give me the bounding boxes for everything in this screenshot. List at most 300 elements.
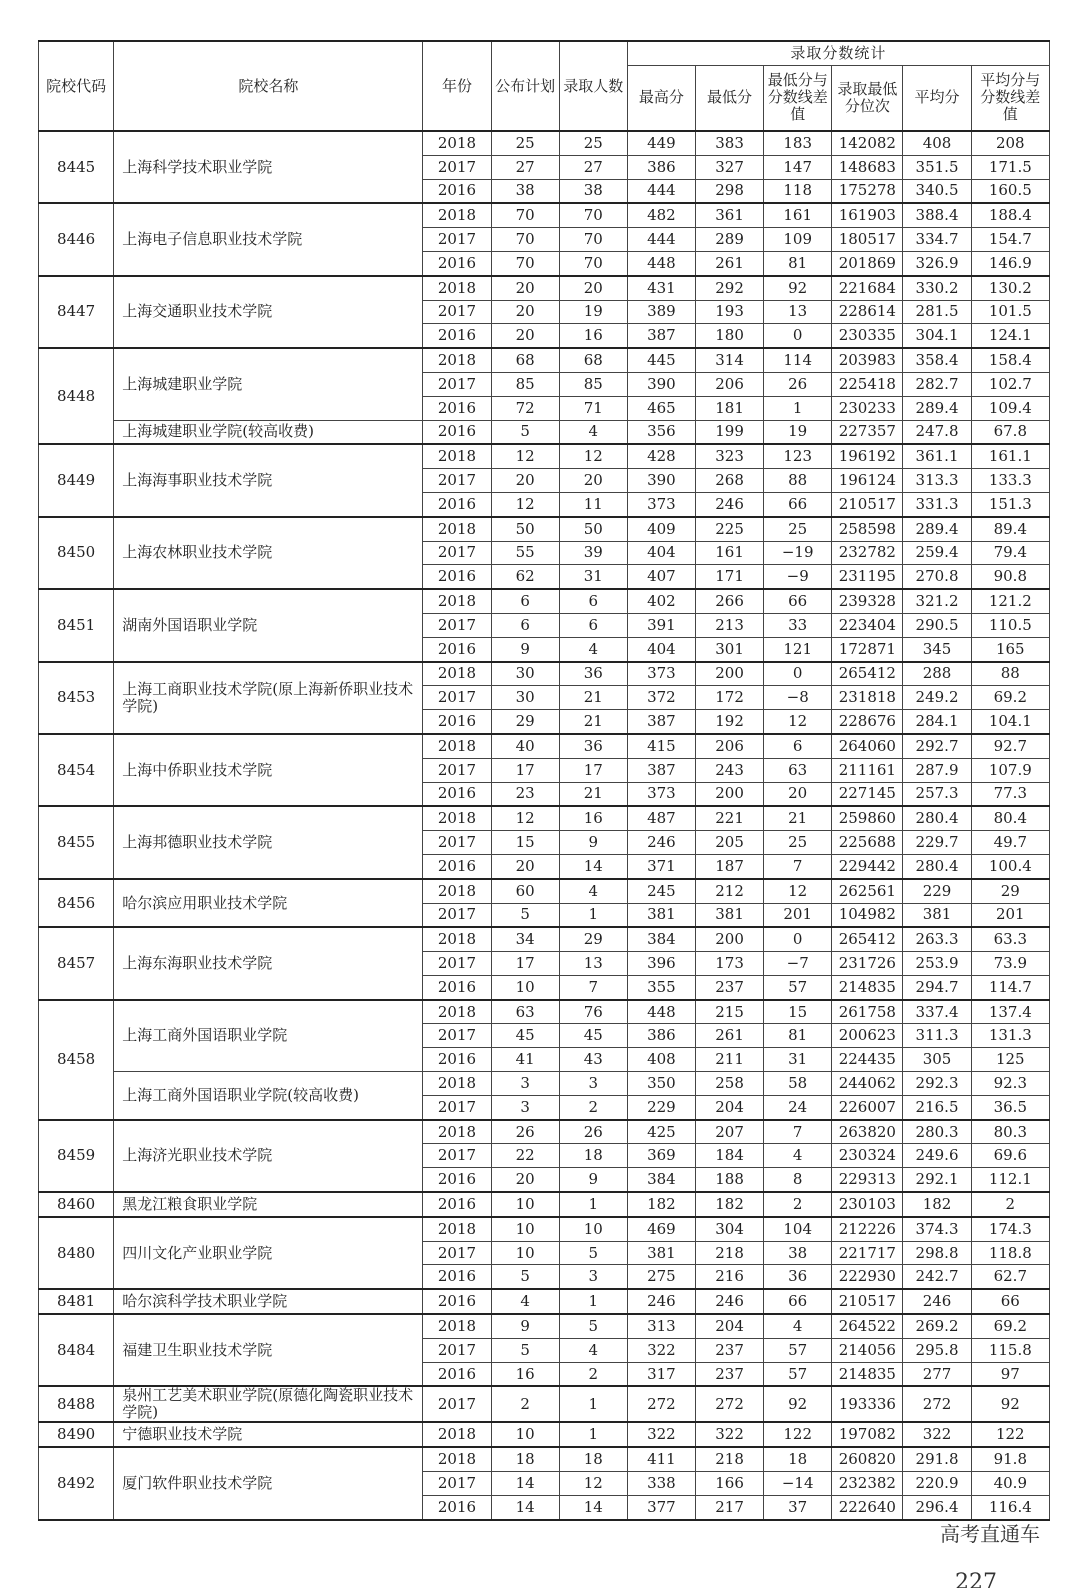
rank-cell: 180517 (832, 228, 903, 252)
avg-diff-cell: 49.7 (971, 831, 1049, 855)
diff-cell: −19 (764, 541, 832, 565)
year-cell: 2016 (423, 179, 491, 203)
year-cell: 2017 (423, 758, 491, 782)
avg-diff-cell: 188.4 (971, 203, 1049, 227)
table-row (39, 1314, 1050, 1338)
school-code: 8446 (39, 203, 114, 275)
diff-cell: 123 (764, 444, 832, 468)
max-score-cell: 482 (627, 203, 695, 227)
header-diff: 最低分与分数线差值 (764, 65, 832, 131)
year-cell: 2018 (423, 276, 491, 300)
year-cell: 2016 (423, 492, 491, 516)
min-score-cell: 173 (695, 952, 763, 976)
plan-cell: 20 (491, 324, 559, 348)
plan-cell: 25 (491, 131, 559, 155)
rank-cell: 231818 (832, 686, 903, 710)
year-cell: 2017 (423, 469, 491, 493)
plan-cell: 6 (491, 613, 559, 637)
plan-cell: 20 (491, 300, 559, 324)
min-score-cell: 218 (695, 1447, 763, 1471)
avg-diff-cell: 62.7 (971, 1265, 1049, 1289)
rank-cell: 230233 (832, 396, 903, 420)
year-cell: 2016 (423, 854, 491, 878)
avg-diff-cell: 124.1 (971, 324, 1049, 348)
min-score-cell: 166 (695, 1472, 763, 1496)
max-score-cell: 355 (627, 975, 695, 999)
admitted-cell: 71 (559, 396, 627, 420)
diff-cell: 57 (764, 975, 832, 999)
min-score-cell: 266 (695, 589, 763, 613)
diff-cell: 31 (764, 1048, 832, 1072)
plan-cell: 34 (491, 927, 559, 951)
admitted-cell: 6 (559, 613, 627, 637)
diff-cell: 201 (764, 903, 832, 927)
diff-cell: 26 (764, 372, 832, 396)
min-score-cell: 383 (695, 131, 763, 155)
admitted-cell: 85 (559, 372, 627, 396)
avg-cell: 345 (903, 637, 971, 661)
plan-cell: 12 (491, 444, 559, 468)
school-code: 8459 (39, 1120, 114, 1192)
admitted-cell: 50 (559, 517, 627, 541)
admitted-cell: 29 (559, 927, 627, 951)
table-row (39, 276, 1050, 300)
avg-diff-cell: 146.9 (971, 251, 1049, 275)
avg-diff-cell: 69.2 (971, 686, 1049, 710)
min-score-cell: 314 (695, 348, 763, 372)
year-cell: 2017 (423, 228, 491, 252)
max-score-cell: 369 (627, 1144, 695, 1168)
avg-cell: 280.4 (903, 806, 971, 830)
admitted-cell: 1 (559, 1192, 627, 1217)
year-cell: 2017 (423, 155, 491, 179)
max-score-cell: 386 (627, 155, 695, 179)
min-score-cell: 225 (695, 517, 763, 541)
table-row (39, 806, 1050, 830)
min-score-cell: 207 (695, 1120, 763, 1144)
avg-cell: 337.4 (903, 1000, 971, 1024)
max-score-cell: 425 (627, 1120, 695, 1144)
school-code: 8454 (39, 734, 114, 806)
min-score-cell: 217 (695, 1495, 763, 1519)
rank-cell: 230324 (832, 1144, 903, 1168)
avg-cell: 304.1 (903, 324, 971, 348)
min-score-cell: 161 (695, 541, 763, 565)
plan-cell: 10 (491, 975, 559, 999)
avg-cell: 280.3 (903, 1120, 971, 1144)
min-score-cell: 261 (695, 251, 763, 275)
avg-diff-cell: 133.3 (971, 469, 1049, 493)
school-code: 8484 (39, 1314, 114, 1386)
avg-diff-cell: 112.1 (971, 1168, 1049, 1192)
year-cell: 2018 (423, 1000, 491, 1024)
plan-cell: 72 (491, 396, 559, 420)
school-code: 8448 (39, 348, 114, 444)
plan-cell: 20 (491, 276, 559, 300)
rank-cell: 260820 (832, 1447, 903, 1471)
table-row (39, 1072, 1050, 1096)
avg-diff-cell: 40.9 (971, 1472, 1049, 1496)
avg-cell: 408 (903, 131, 971, 155)
plan-cell: 10 (491, 1217, 559, 1241)
year-cell: 2018 (423, 1447, 491, 1471)
school-name: 上海农林职业技术学院 (114, 517, 423, 589)
avg-cell: 263.3 (903, 927, 971, 951)
rank-cell: 226007 (832, 1095, 903, 1119)
min-score-cell: 212 (695, 879, 763, 903)
school-name: 上海城建职业学院 (114, 348, 423, 420)
school-code: 8488 (39, 1386, 114, 1422)
rank-cell: 259860 (832, 806, 903, 830)
diff-cell: 183 (764, 131, 832, 155)
admitted-cell: 1 (559, 1289, 627, 1314)
year-cell: 2017 (423, 1144, 491, 1168)
table-row (39, 1386, 1050, 1422)
rank-cell: 210517 (832, 1289, 903, 1314)
max-score-cell: 372 (627, 686, 695, 710)
avg-diff-cell: 101.5 (971, 300, 1049, 324)
avg-diff-cell: 137.4 (971, 1000, 1049, 1024)
admitted-cell: 10 (559, 1217, 627, 1241)
avg-diff-cell: 92 (971, 1386, 1049, 1422)
avg-cell: 246 (903, 1289, 971, 1314)
plan-cell: 45 (491, 1024, 559, 1048)
avg-diff-cell: 63.3 (971, 927, 1049, 951)
avg-diff-cell: 80.3 (971, 1120, 1049, 1144)
year-cell: 2018 (423, 131, 491, 155)
max-score-cell: 381 (627, 1241, 695, 1265)
plan-cell: 23 (491, 782, 559, 806)
diff-cell: 88 (764, 469, 832, 493)
avg-cell: 381 (903, 903, 971, 927)
diff-cell: −14 (764, 1472, 832, 1496)
max-score-cell: 428 (627, 444, 695, 468)
rank-cell: 175278 (832, 179, 903, 203)
max-score-cell: 373 (627, 662, 695, 686)
rank-cell: 228614 (832, 300, 903, 324)
avg-cell: 229 (903, 879, 971, 903)
admitted-cell: 21 (559, 782, 627, 806)
avg-cell: 330.2 (903, 276, 971, 300)
diff-cell: 66 (764, 1289, 832, 1314)
plan-cell: 12 (491, 806, 559, 830)
admitted-cell: 19 (559, 300, 627, 324)
school-code: 8460 (39, 1192, 114, 1217)
avg-cell: 289.4 (903, 517, 971, 541)
plan-cell: 20 (491, 469, 559, 493)
diff-cell: −7 (764, 952, 832, 976)
avg-cell: 313.3 (903, 469, 971, 493)
min-score-cell: 381 (695, 903, 763, 927)
year-cell: 2017 (423, 952, 491, 976)
school-name: 上海电子信息职业技术学院 (114, 203, 423, 275)
plan-cell: 3 (491, 1095, 559, 1119)
plan-cell: 5 (491, 420, 559, 444)
diff-cell: 21 (764, 806, 832, 830)
year-cell: 2017 (423, 300, 491, 324)
plan-cell: 70 (491, 203, 559, 227)
school-name: 上海科学技术职业学院 (114, 131, 423, 203)
max-score-cell: 389 (627, 300, 695, 324)
school-code: 8480 (39, 1217, 114, 1289)
max-score-cell: 407 (627, 565, 695, 589)
avg-diff-cell: 100.4 (971, 854, 1049, 878)
table-row (39, 734, 1050, 758)
avg-diff-cell: 92.3 (971, 1072, 1049, 1096)
plan-cell: 17 (491, 952, 559, 976)
avg-cell: 287.9 (903, 758, 971, 782)
avg-diff-cell: 29 (971, 879, 1049, 903)
header-code: 院校代码 (39, 41, 114, 131)
diff-cell: 121 (764, 637, 832, 661)
min-score-cell: 181 (695, 396, 763, 420)
rank-cell: 227357 (832, 420, 903, 444)
avg-cell: 351.5 (903, 155, 971, 179)
rank-cell: 197082 (832, 1422, 903, 1447)
year-cell: 2016 (423, 565, 491, 589)
avg-cell: 220.9 (903, 1472, 971, 1496)
min-score-cell: 172 (695, 686, 763, 710)
diff-cell: 0 (764, 324, 832, 348)
diff-cell: 12 (764, 710, 832, 734)
diff-cell: 38 (764, 1241, 832, 1265)
max-score-cell: 396 (627, 952, 695, 976)
rank-cell: 196192 (832, 444, 903, 468)
min-score-cell: 361 (695, 203, 763, 227)
avg-cell: 322 (903, 1422, 971, 1447)
avg-cell: 281.5 (903, 300, 971, 324)
year-cell: 2018 (423, 734, 491, 758)
header-min: 最低分 (695, 65, 763, 131)
plan-cell: 50 (491, 517, 559, 541)
diff-cell: 15 (764, 1000, 832, 1024)
max-score-cell: 390 (627, 372, 695, 396)
avg-cell: 340.5 (903, 179, 971, 203)
rank-cell: 212226 (832, 1217, 903, 1241)
rank-cell: 193336 (832, 1386, 903, 1422)
school-name: 上海工商外国语职业学院 (114, 1000, 423, 1072)
min-score-cell: 289 (695, 228, 763, 252)
plan-cell: 63 (491, 1000, 559, 1024)
diff-cell: 161 (764, 203, 832, 227)
rank-cell: 142082 (832, 131, 903, 155)
max-score-cell: 411 (627, 1447, 695, 1471)
plan-cell: 38 (491, 179, 559, 203)
school-code: 8492 (39, 1447, 114, 1519)
header-score-group: 录取分数统计 (627, 41, 1049, 65)
school-code: 8457 (39, 927, 114, 999)
table-row (39, 131, 1050, 155)
max-score-cell: 272 (627, 1386, 695, 1422)
max-score-cell: 469 (627, 1217, 695, 1241)
plan-cell: 60 (491, 879, 559, 903)
plan-cell: 30 (491, 662, 559, 686)
avg-cell: 298.8 (903, 1241, 971, 1265)
plan-cell: 68 (491, 348, 559, 372)
min-score-cell: 192 (695, 710, 763, 734)
table-row (39, 1000, 1050, 1024)
min-score-cell: 187 (695, 854, 763, 878)
max-score-cell: 384 (627, 1168, 695, 1192)
admitted-cell: 27 (559, 155, 627, 179)
year-cell: 2017 (423, 1095, 491, 1119)
admitted-cell: 2 (559, 1095, 627, 1119)
avg-diff-cell: 110.5 (971, 613, 1049, 637)
avg-diff-cell: 79.4 (971, 541, 1049, 565)
max-score-cell: 448 (627, 251, 695, 275)
plan-cell: 29 (491, 710, 559, 734)
diff-cell: 57 (764, 1362, 832, 1386)
year-cell: 2018 (423, 517, 491, 541)
diff-cell: 25 (764, 831, 832, 855)
max-score-cell: 338 (627, 1472, 695, 1496)
admitted-cell: 20 (559, 469, 627, 493)
table-row (39, 1447, 1050, 1471)
rank-cell: 214056 (832, 1338, 903, 1362)
school-code: 8445 (39, 131, 114, 203)
diff-cell: 66 (764, 492, 832, 516)
school-code: 8450 (39, 517, 114, 589)
rank-cell: 104982 (832, 903, 903, 927)
diff-cell: 81 (764, 1024, 832, 1048)
avg-cell: 291.8 (903, 1447, 971, 1471)
min-score-cell: 200 (695, 782, 763, 806)
min-score-cell: 184 (695, 1144, 763, 1168)
admitted-cell: 14 (559, 1495, 627, 1519)
diff-cell: 92 (764, 276, 832, 300)
max-score-cell: 246 (627, 831, 695, 855)
year-cell: 2017 (423, 1386, 491, 1422)
avg-diff-cell: 107.9 (971, 758, 1049, 782)
diff-cell: 58 (764, 1072, 832, 1096)
year-cell: 2017 (423, 1338, 491, 1362)
plan-cell: 5 (491, 1265, 559, 1289)
admitted-cell: 4 (559, 879, 627, 903)
avg-diff-cell: 90.8 (971, 565, 1049, 589)
min-score-cell: 180 (695, 324, 763, 348)
min-score-cell: 204 (695, 1095, 763, 1119)
min-score-cell: 292 (695, 276, 763, 300)
avg-cell: 358.4 (903, 348, 971, 372)
diff-cell: 4 (764, 1144, 832, 1168)
plan-cell: 4 (491, 1289, 559, 1314)
year-cell: 2016 (423, 1048, 491, 1072)
avg-diff-cell: 67.8 (971, 420, 1049, 444)
min-score-cell: 322 (695, 1422, 763, 1447)
school-name: 湖南外国语职业学院 (114, 589, 423, 661)
avg-cell: 321.2 (903, 589, 971, 613)
avg-cell: 242.7 (903, 1265, 971, 1289)
admitted-cell: 21 (559, 686, 627, 710)
min-score-cell: 237 (695, 1362, 763, 1386)
avg-cell: 331.3 (903, 492, 971, 516)
max-score-cell: 381 (627, 903, 695, 927)
year-cell: 2016 (423, 1192, 491, 1217)
admitted-cell: 12 (559, 1472, 627, 1496)
max-score-cell: 465 (627, 396, 695, 420)
max-score-cell: 350 (627, 1072, 695, 1096)
rank-cell: 222640 (832, 1495, 903, 1519)
max-score-cell: 449 (627, 131, 695, 155)
table-row (39, 1422, 1050, 1447)
max-score-cell: 387 (627, 324, 695, 348)
avg-diff-cell: 102.7 (971, 372, 1049, 396)
avg-cell: 292.1 (903, 1168, 971, 1192)
admitted-cell: 14 (559, 854, 627, 878)
school-name: 上海交通职业技术学院 (114, 276, 423, 348)
rank-cell: 231726 (832, 952, 903, 976)
avg-cell: 326.9 (903, 251, 971, 275)
avg-cell: 289.4 (903, 396, 971, 420)
table-row (39, 1289, 1050, 1314)
diff-cell: 66 (764, 589, 832, 613)
admitted-cell: 16 (559, 806, 627, 830)
max-score-cell: 415 (627, 734, 695, 758)
max-score-cell: 448 (627, 1000, 695, 1024)
min-score-cell: 304 (695, 1217, 763, 1241)
avg-cell: 216.5 (903, 1095, 971, 1119)
diff-cell: 6 (764, 734, 832, 758)
year-cell: 2018 (423, 806, 491, 830)
plan-cell: 70 (491, 228, 559, 252)
avg-diff-cell: 160.5 (971, 179, 1049, 203)
plan-cell: 20 (491, 1168, 559, 1192)
school-code: 8458 (39, 1000, 114, 1120)
admitted-cell: 4 (559, 1338, 627, 1362)
school-code: 8451 (39, 589, 114, 661)
max-score-cell: 246 (627, 1289, 695, 1314)
year-cell: 2016 (423, 420, 491, 444)
min-score-cell: 298 (695, 179, 763, 203)
diff-cell: 8 (764, 1168, 832, 1192)
admitted-cell: 36 (559, 734, 627, 758)
year-cell: 2018 (423, 1120, 491, 1144)
rank-cell: 225688 (832, 831, 903, 855)
max-score-cell: 384 (627, 927, 695, 951)
avg-diff-cell: 174.3 (971, 1217, 1049, 1241)
diff-cell: 109 (764, 228, 832, 252)
min-score-cell: 188 (695, 1168, 763, 1192)
avg-cell: 249.2 (903, 686, 971, 710)
school-name: 哈尔滨科学技术职业学院 (114, 1289, 423, 1314)
admitted-cell: 21 (559, 710, 627, 734)
avg-diff-cell: 36.5 (971, 1095, 1049, 1119)
rank-cell: 161903 (832, 203, 903, 227)
admitted-cell: 5 (559, 1314, 627, 1338)
diff-cell: 57 (764, 1338, 832, 1362)
rank-cell: 265412 (832, 927, 903, 951)
plan-cell: 70 (491, 251, 559, 275)
avg-cell: 388.4 (903, 203, 971, 227)
admitted-cell: 36 (559, 662, 627, 686)
plan-cell: 20 (491, 854, 559, 878)
max-score-cell: 387 (627, 758, 695, 782)
year-cell: 2018 (423, 1422, 491, 1447)
rank-cell: 224435 (832, 1048, 903, 1072)
avg-diff-cell: 80.4 (971, 806, 1049, 830)
rank-cell: 263820 (832, 1120, 903, 1144)
diff-cell: 36 (764, 1265, 832, 1289)
rank-cell: 214835 (832, 975, 903, 999)
admitted-cell: 70 (559, 251, 627, 275)
diff-cell: 13 (764, 300, 832, 324)
max-score-cell: 404 (627, 541, 695, 565)
avg-diff-cell: 208 (971, 131, 1049, 155)
admission-score-table-wrapper (38, 40, 1050, 1521)
avg-cell: 229.7 (903, 831, 971, 855)
avg-cell: 296.4 (903, 1495, 971, 1519)
school-name: 上海工商外国语职业学院(较高收费) (114, 1072, 423, 1120)
